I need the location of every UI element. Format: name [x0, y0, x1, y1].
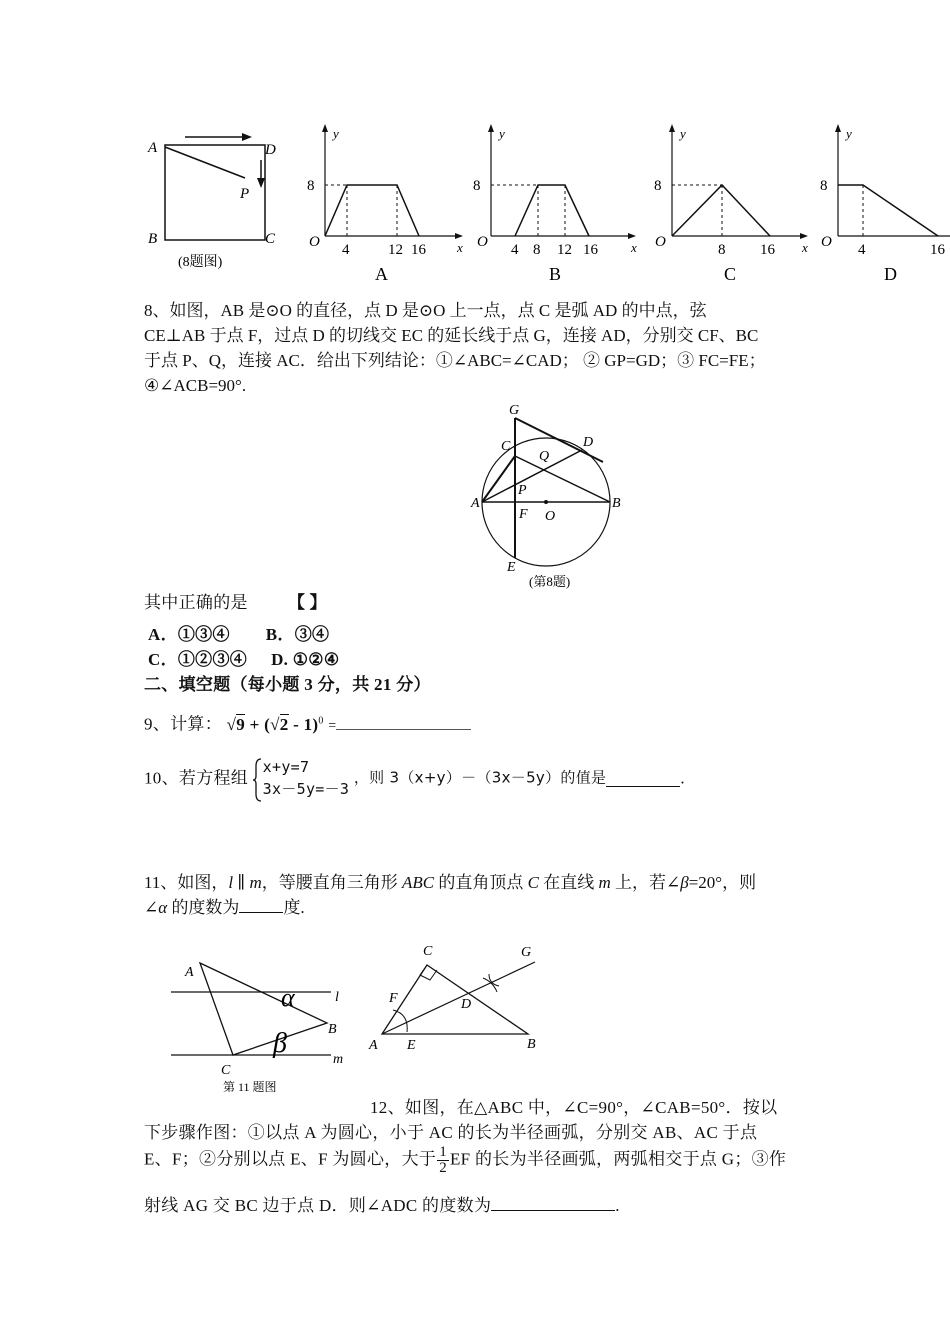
label-D: D	[265, 142, 276, 158]
q11-text	[144, 870, 810, 920]
svg-text:x: x	[457, 240, 463, 255]
q10: 10、若方程组 x+y=7 3x－5y=－3 ，则 3（x+y）－（3x－5y）的值是 .	[144, 756, 685, 800]
label-C: C	[265, 231, 276, 247]
svg-text:G: G	[509, 403, 520, 418]
graph-letter: A	[375, 264, 388, 284]
svg-text:4: 4	[342, 242, 350, 258]
graph-D	[820, 124, 950, 284]
svg-text:8: 8	[718, 242, 726, 258]
option-A: A．①③④	[148, 625, 230, 644]
svg-text:C: C	[221, 1063, 231, 1078]
svg-text:B: B	[612, 496, 621, 511]
fraction-half: $\frac{1}{2}$	[439, 1144, 447, 1176]
q11-line-1: 11、如图，l ∥ m，等腰直角三角形 ABC 的直角顶点 C 在直线 m 上，若∠β=20°，则	[144, 873, 757, 892]
q11-figure	[165, 955, 355, 1095]
graph-C	[654, 124, 808, 284]
equation-system: x+y=7 3x－5y=－3	[253, 756, 350, 800]
svg-text:8: 8	[307, 178, 315, 194]
svg-text:P: P	[518, 483, 527, 498]
q8-option-row-2	[148, 647, 339, 672]
q12-figure	[365, 940, 555, 1060]
q8-option-row-1	[148, 622, 329, 647]
svg-text:E: E	[407, 1038, 416, 1053]
svg-text:β: β	[273, 1028, 287, 1059]
figure-caption: (8题图)	[178, 255, 223, 270]
svg-text:F: F	[519, 507, 528, 522]
svg-text:α: α	[281, 983, 295, 1012]
option-D: D. ①②④	[271, 650, 340, 669]
q12-line-4: 射线 AG 交 BC 边于点 D．则∠ADC 的度数为 .	[144, 1196, 620, 1215]
svg-text:A: A	[369, 1038, 378, 1053]
svg-text:O: O	[477, 234, 488, 250]
label-A: A	[148, 140, 158, 156]
svg-text:G: G	[521, 945, 532, 960]
q12-line-3: E、F；②分别以点 E、F 为圆心，大于 $\frac{1}{2}$ EF 的长为半径画弧，两弧相交于点 G；③作	[144, 1144, 787, 1176]
svg-text:C: C	[501, 439, 511, 454]
svg-text:y: y	[846, 126, 852, 141]
svg-text:E: E	[507, 560, 516, 575]
svg-text:O: O	[655, 234, 666, 250]
label-P: P	[240, 186, 250, 202]
svg-text:y: y	[680, 126, 686, 141]
svg-text:D: D	[583, 435, 594, 450]
graph-B	[473, 124, 637, 284]
option-B: B．③④	[265, 625, 330, 644]
q11-line-2: ∠α 的度数为 度.	[144, 898, 305, 917]
option-C: C．①②③④	[148, 650, 248, 669]
svg-text:O: O	[309, 234, 320, 250]
svg-text:B: B	[328, 1022, 337, 1037]
graph-A	[307, 124, 463, 284]
graph-letter: D	[884, 264, 897, 284]
figure-caption: (第8题)	[529, 574, 571, 589]
svg-text:y: y	[499, 126, 505, 141]
svg-text:l: l	[335, 990, 339, 1005]
svg-text:8: 8	[473, 178, 481, 194]
svg-text:A: A	[471, 496, 480, 511]
q8-text	[144, 298, 810, 398]
graph-letter: B	[549, 264, 562, 284]
figure-caption: 第 11 题图	[223, 1080, 277, 1094]
svg-text:B: B	[527, 1037, 536, 1052]
svg-text:8: 8	[654, 178, 662, 194]
svg-text:16: 16	[760, 242, 775, 258]
label-B: B	[148, 231, 158, 247]
q9: 9、计算： √9 + (√2 - 1)$^0$ =	[144, 708, 471, 738]
svg-text:x: x	[802, 240, 808, 255]
svg-text:8: 8	[533, 242, 541, 258]
q8-figure-row	[140, 120, 950, 285]
q8-line-1: 8、如图，AB 是⊙O 的直径，点 D 是⊙O 上一点，点 C 是弧 AD 的中点，弦	[144, 301, 707, 320]
q12-line-1: 12、如图，在△ABC 中，∠C=90°，∠CAB=50°．按以	[370, 1098, 778, 1117]
svg-text:4: 4	[858, 242, 866, 258]
q8-line-4: ④∠ACB=90°.	[144, 376, 247, 395]
svg-text:16: 16	[930, 242, 945, 258]
svg-text:Q: Q	[539, 449, 550, 464]
svg-text:12: 12	[557, 242, 572, 258]
square-figure	[147, 133, 276, 270]
section-heading: 二、填空题（每小题 3 分，共 21 分）	[144, 675, 431, 694]
svg-text:m: m	[333, 1052, 344, 1067]
svg-text:A: A	[185, 965, 194, 980]
svg-text:F: F	[389, 991, 398, 1006]
svg-text:D: D	[461, 997, 472, 1012]
svg-text:16: 16	[583, 242, 598, 258]
q8-prompt: 其中正确的是 【 】	[144, 593, 327, 612]
svg-text:4: 4	[511, 242, 519, 258]
graph-letter: C	[724, 264, 737, 284]
svg-text:O: O	[821, 234, 832, 250]
q8-line-2: CE⊥AB 于点 F，过点 D 的切线交 EC 的延长线于点 G，连接 AD，分别交 CF、BC	[144, 326, 759, 345]
svg-text:O: O	[545, 509, 556, 524]
svg-text:8: 8	[820, 178, 828, 194]
svg-text:y: y	[333, 126, 339, 141]
q8-circle-figure	[465, 398, 635, 594]
svg-text:12: 12	[388, 242, 403, 258]
q8-line-3: 于点 P、Q，连接 AC．给出下列结论：①∠ABC=∠CAD； ② GP=GD；③ FC=FE；	[144, 351, 766, 370]
svg-text:C: C	[423, 944, 433, 959]
svg-text:16: 16	[411, 242, 426, 258]
svg-text:x: x	[631, 240, 637, 255]
q12-line-2: 下步骤作图：①以点 A 为圆心，小于 AC 的长为半径画弧，分别交 AB、AC 于点	[144, 1123, 758, 1142]
